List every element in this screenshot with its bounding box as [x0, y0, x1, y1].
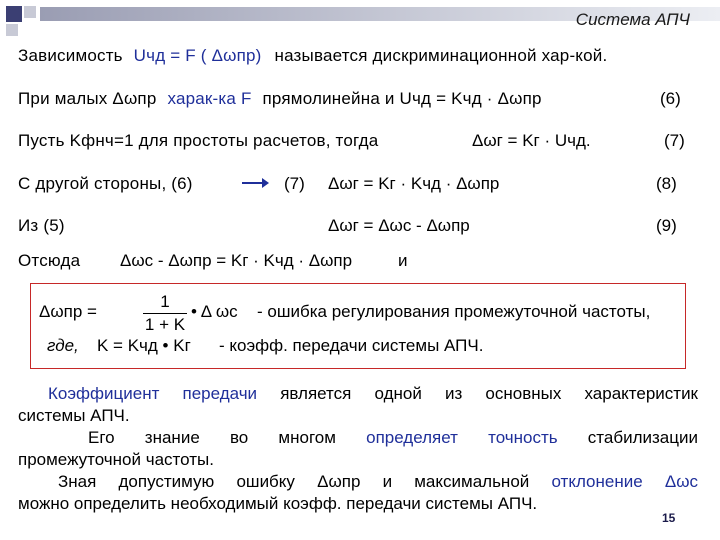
formula-7: Δωг = Kг · Uчд.	[472, 131, 591, 150]
formula-ud-linear: прямолинейна и Uчд = Kчд · Δωпр	[262, 89, 542, 108]
box-rhs: • Δ ωс	[191, 302, 238, 321]
formula-f: харак-ка F	[167, 89, 252, 108]
line-2	[18, 89, 542, 109]
text: называется дискриминационной хар-кой.	[274, 46, 608, 65]
text: При малых Δωпр	[18, 89, 157, 108]
highlight-gain: Коэффициент передачи	[48, 384, 258, 403]
ref-7: (7)	[284, 174, 305, 193]
box-k-def: K = Kчд • Kг	[97, 336, 191, 355]
text: Его знание во многом	[88, 428, 367, 447]
text: Зависимость	[18, 46, 123, 65]
deco-square-2	[24, 6, 36, 18]
deco-square-3	[6, 24, 18, 36]
arrow-icon	[240, 176, 270, 190]
line-3	[18, 131, 378, 151]
formula-8: Δωг = Kг · Kчд · Δωпр	[328, 174, 500, 193]
paragraph-1-line-2: системы АПЧ.	[18, 406, 130, 425]
fraction-numerator: 1	[160, 292, 170, 311]
text: Отсюда	[18, 251, 81, 270]
line-1	[18, 46, 607, 66]
box-desc-gain: - коэфф. передачи системы АПЧ.	[219, 336, 484, 355]
eq-number-9: (9)	[656, 216, 677, 235]
result-formula-box	[30, 283, 686, 369]
paragraph-2-line-1	[18, 427, 698, 449]
formula-ud: Uчд = F ( Δωпр)	[133, 46, 262, 65]
deco-square-1	[6, 6, 22, 22]
fraction-denominator: 1 + K	[144, 315, 186, 334]
text: Зная допустимую ошибку Δωпр и максимальной	[58, 472, 552, 491]
formula-9: Δωг = Δωс - Δωпр	[328, 216, 470, 235]
text: С другой стороны, (6)	[18, 174, 193, 193]
paragraph-3-line-1	[18, 471, 698, 493]
conj-and: и	[398, 251, 408, 270]
line-6	[18, 251, 80, 271]
paragraph-3-line-2: можно определить необходимый коэфф. передачи системы АПЧ.	[18, 494, 538, 513]
line-5	[18, 216, 65, 236]
highlight-deviation: отклонение Δωс	[551, 472, 699, 491]
eq-number-6: (6)	[660, 89, 681, 108]
fraction-bar	[143, 313, 187, 314]
box-where: где,	[47, 336, 79, 355]
highlight-accuracy: определяет точность	[366, 428, 558, 447]
eq-number-7: (7)	[664, 131, 685, 150]
paragraph-1-line-1	[18, 383, 698, 405]
box-lhs: Δωпр =	[39, 302, 97, 321]
fraction	[143, 292, 187, 335]
paragraph-2-line-2: промежуточной частоты.	[18, 450, 214, 469]
formula-hence: Δωс - Δωпр = Kг · Kчд · Δωпр	[120, 251, 353, 270]
eq-number-8: (8)	[656, 174, 677, 193]
line-4	[18, 174, 193, 194]
page-number: 15	[662, 511, 676, 525]
text: Пусть Kфнч=1 для простоты расчетов, тогда	[18, 131, 379, 150]
text: является одной из основных характеристик	[257, 384, 698, 403]
slide-title: Система АПЧ	[575, 10, 690, 29]
text: Из (5)	[18, 216, 65, 235]
box-desc-error: - ошибка регулирования промежуточной частоты,	[257, 302, 651, 321]
text: стабилизации	[557, 428, 698, 447]
